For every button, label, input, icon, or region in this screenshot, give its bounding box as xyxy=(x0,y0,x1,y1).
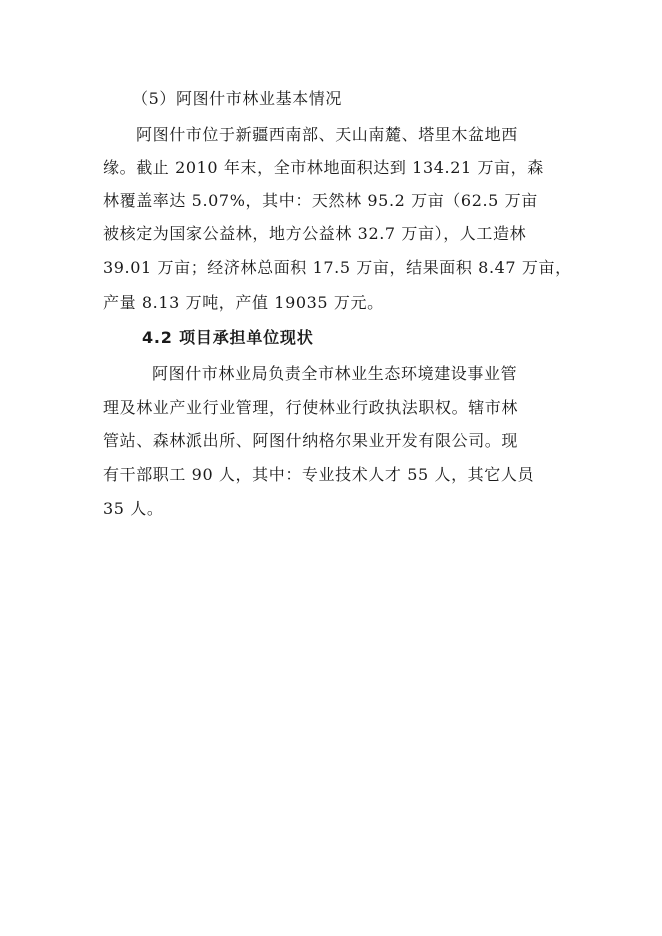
paragraph-line: 阿图什市林业局负责全市林业生态环境建设事业管 xyxy=(152,364,518,383)
paragraph-line: 阿图什市位于新疆西南部、天山南麓、塔里木盆地西 xyxy=(136,125,518,144)
paragraph-line: 林覆盖率达 5.07%，其中：天然林 95.2 万亩（62.5 万亩 xyxy=(103,191,538,210)
paragraph-line: 产量 8.13 万吨，产值 19035 万元。 xyxy=(103,293,384,312)
paragraph-line: 39.01 万亩；经济林总面积 17.5 万亩，结果面积 8.47 万亩， xyxy=(103,258,572,277)
paragraph-line: 管站、森林派出所、阿图什纳格尔果业开发有限公司。现 xyxy=(103,431,519,450)
paragraph-line: 有干部职工 90 人，其中：专业技术人才 55 人，其它人员 xyxy=(103,465,535,484)
paragraph-line: 被核定为国家公益林，地方公益林 32.7 万亩），人工造林 xyxy=(103,224,527,243)
subsection-heading: （5）阿图什市林业基本情况 xyxy=(132,89,342,108)
paragraph-line: 35 人。 xyxy=(103,499,164,518)
paragraph-line: 理及林业产业行业管理，行使林业行政执法职权。辖市林 xyxy=(103,398,519,417)
section-heading: 4.2 项目承担单位现状 xyxy=(142,328,314,347)
paragraph-line: 缘。截止 2010 年末，全市林地面积达到 134.21 万亩，森 xyxy=(103,158,544,177)
